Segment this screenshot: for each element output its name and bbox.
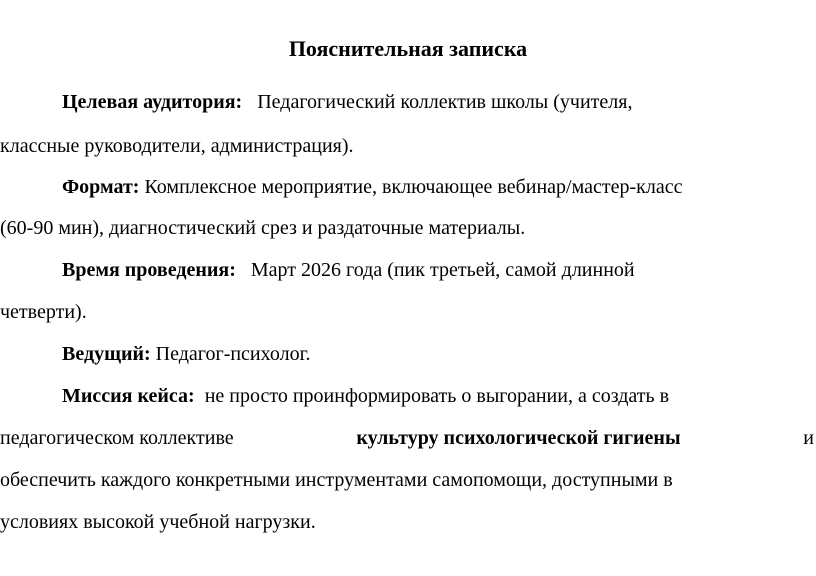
host-text: Педагог-психолог. <box>155 343 311 365</box>
host-label: Ведущий: <box>62 343 151 365</box>
format-label: Формат: <box>62 176 140 198</box>
mission-text-1: не просто проинформировать о выгорании, а создать в <box>204 385 670 407</box>
mission-text-4: условиях высокой учебной нагрузки. <box>0 511 316 533</box>
mission-text-2-start: педагогическом коллективе <box>0 427 234 449</box>
mission-line-3 <box>0 466 816 494</box>
format-line-1 <box>62 173 816 201</box>
mission-label: Миссия кейса: <box>62 385 195 407</box>
format-text-1: Комплексное мероприятие, включающее вебинар/мастер-класс <box>144 176 683 198</box>
audience-text-1: Педагогический коллектив школы (учителя, <box>257 91 633 113</box>
time-line-1 <box>62 256 816 284</box>
mission-line-2 <box>0 424 816 452</box>
audience-line-1 <box>62 88 816 116</box>
audience-label: Целевая аудитория: <box>62 91 243 113</box>
time-text-1: Март 2026 года (пик третьей, самой длинной <box>250 259 635 281</box>
audience-line-2 <box>0 132 816 160</box>
mission-text-3: обеспечить каждого конкретными инструментами самопомощи, доступными в <box>0 469 673 491</box>
format-line-2 <box>0 214 816 242</box>
host-line <box>62 340 816 368</box>
time-text-2: четверти). <box>0 301 87 323</box>
mission-line-1 <box>62 382 816 410</box>
page-title: Пояснительная записка <box>288 36 528 61</box>
time-line-2 <box>0 298 816 326</box>
mission-text-2-end: и <box>803 427 814 449</box>
mission-line-4 <box>0 508 816 536</box>
time-label: Время проведения: <box>62 259 236 281</box>
mission-text-2-bold: культуру психологической гигиены <box>356 427 681 449</box>
format-text-2: (60-90 мин), диагностический срез и раздаточные материалы. <box>0 217 526 239</box>
audience-text-2: классные руководители, администрация). <box>0 135 354 157</box>
